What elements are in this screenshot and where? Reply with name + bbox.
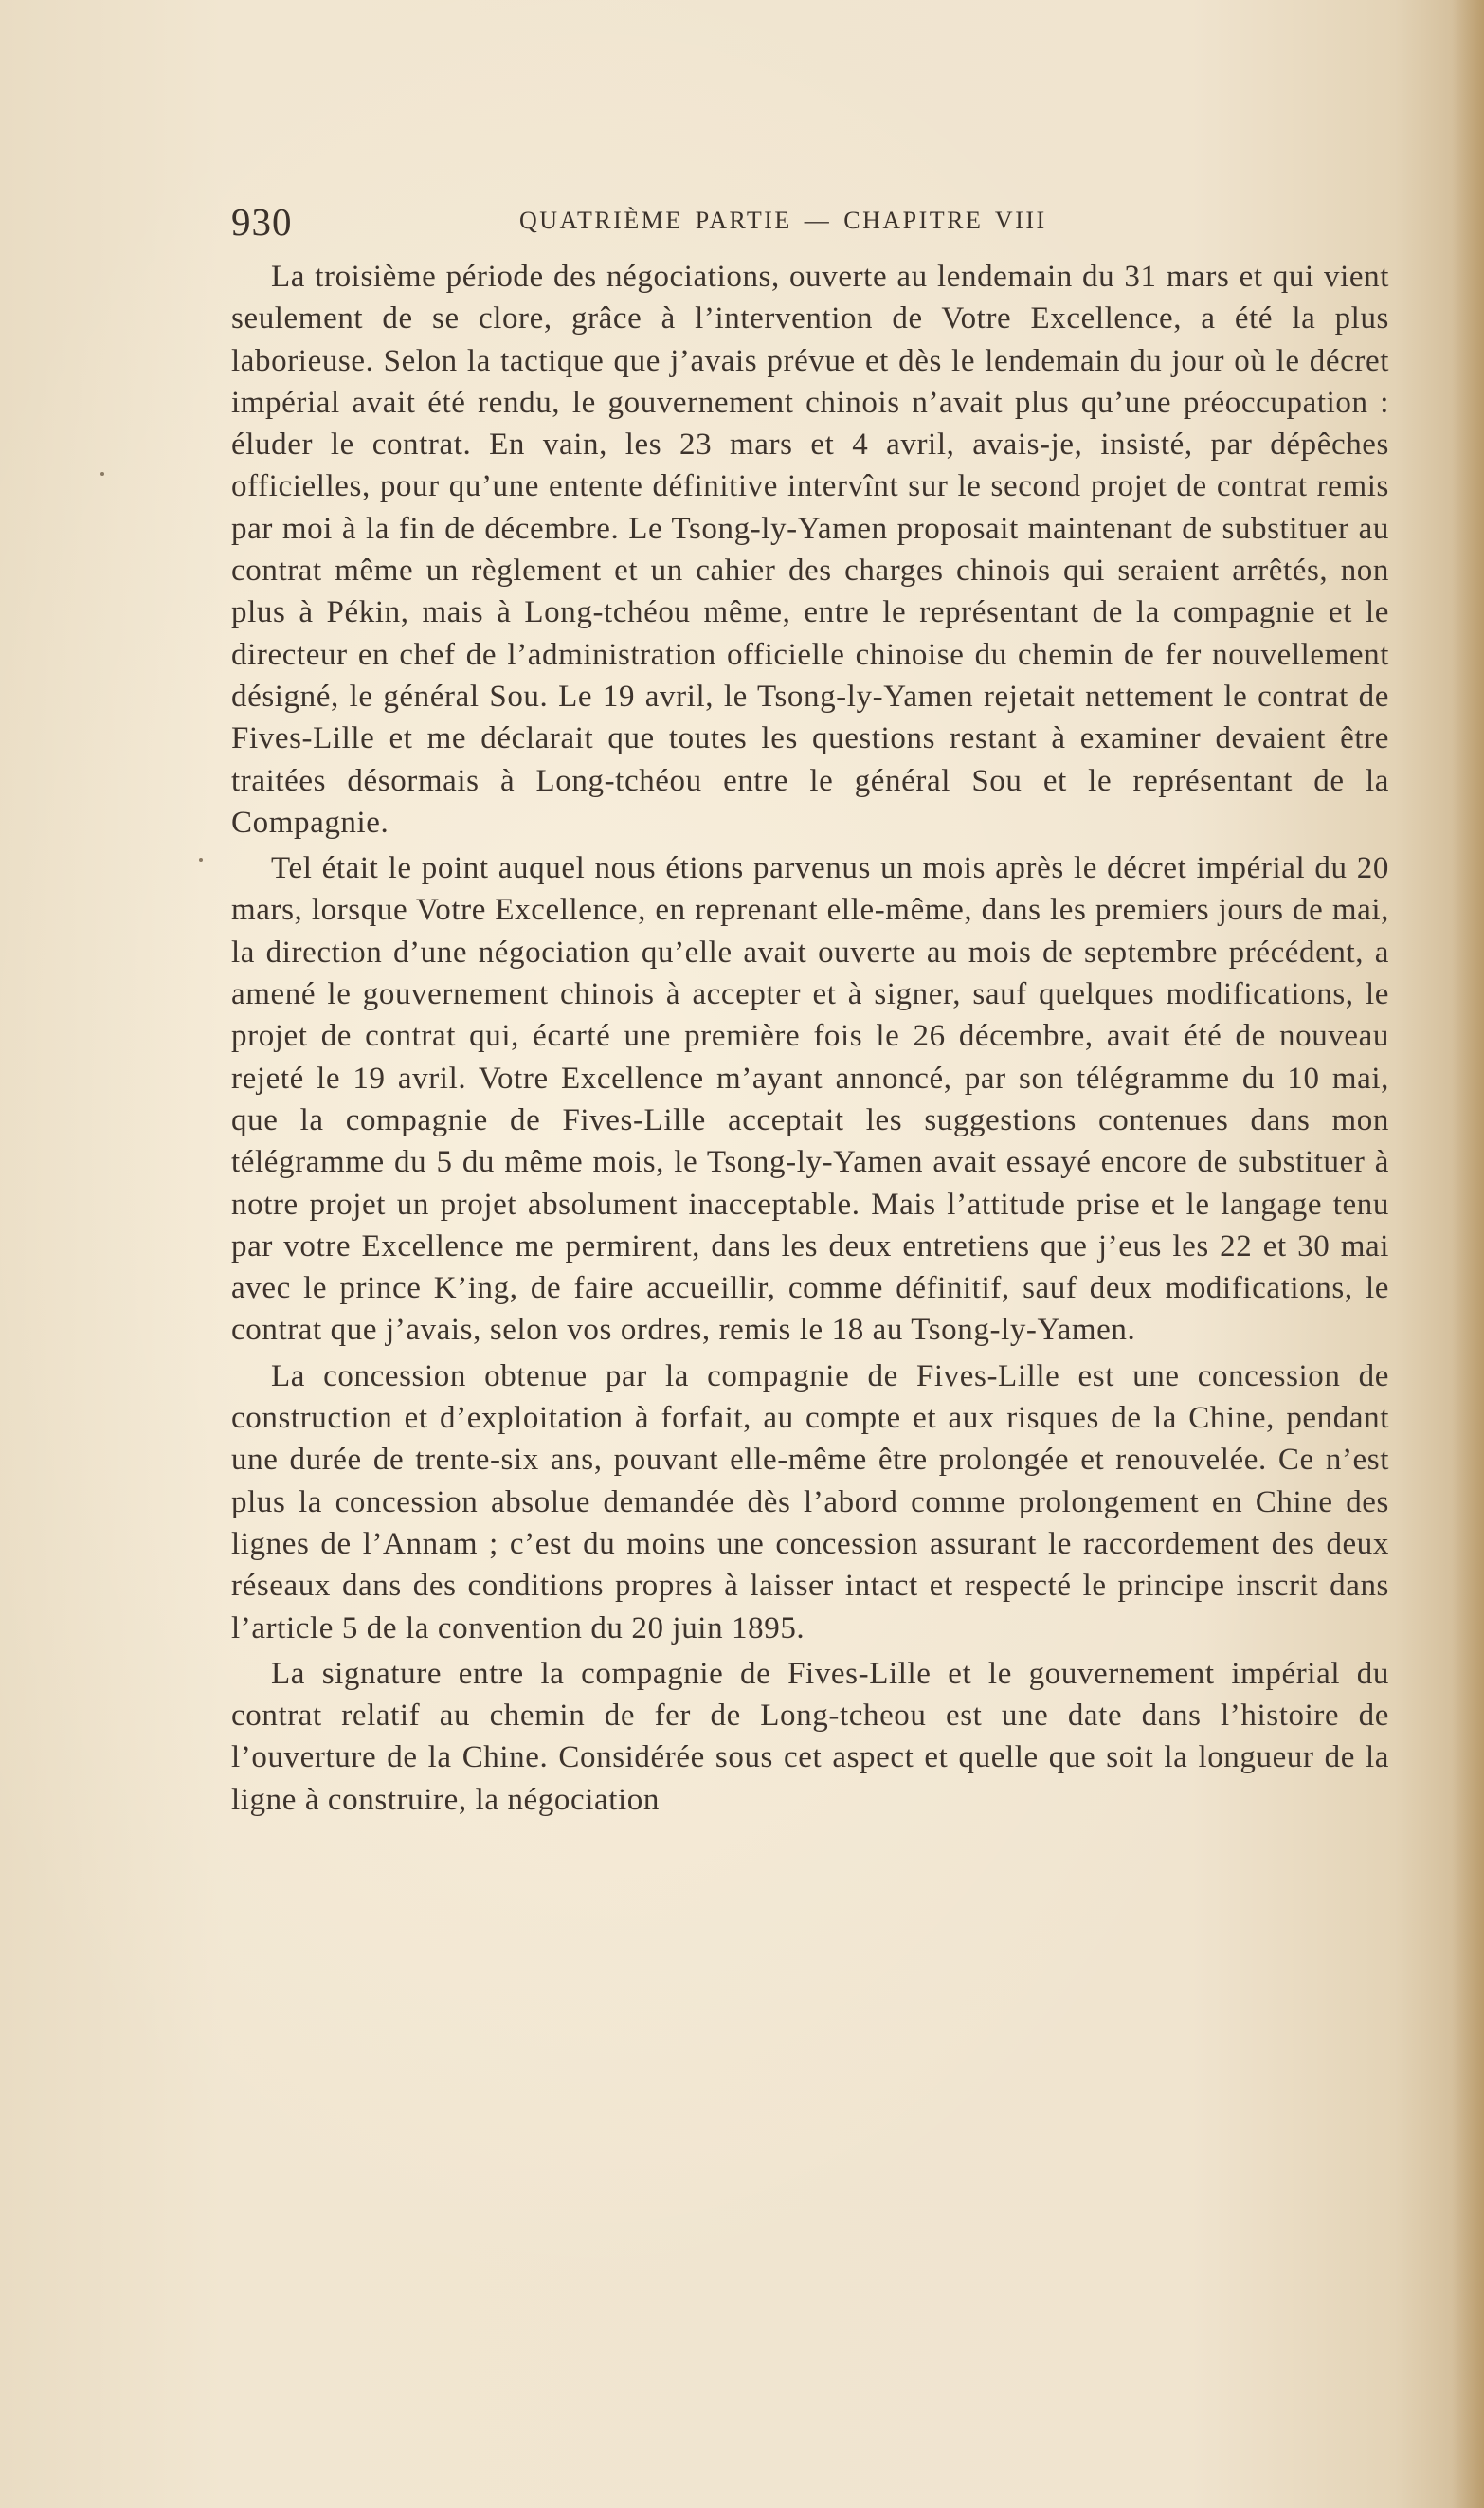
paper-speck bbox=[100, 472, 104, 476]
paragraph: La concession obtenue par la compagnie de Fives-Lille est une concession de construction et d’exploitation à forfait, au compte et aux risques de la Chine, pendant une durée de trente-six ans, pouvant elle-même être prolongée et renouvelée. Ce n’est plus la concession absolue demandée dès l’abord comme prolongement en Chine des lignes de l’Annam ; c’est du moins une concession assurant le raccordement des deux réseaux dans des conditions propres à laisser intact et respecté le principe inscrit dans l’article 5 de la convention du 20 juin 1895. bbox=[231, 1358, 1389, 1645]
paragraph: La signature entre la compagnie de Fives-Lille et le gouvernement impérial du contrat relatif au chemin de fer de Long-tcheou est une date dans l’histoire de l’ouverture de la Chine. Considérée sous cet aspect et quelle que soit la longueur de la ligne à construire, la négociation bbox=[231, 1656, 1389, 1817]
paper-speck bbox=[199, 858, 203, 862]
paragraph: La troisième période des négociations, ouverte au lendemain du 31 mars et qui vient seulement de se clore, grâce à l’intervention de Votre Excellence, a été la plus laborieuse. Selon la tactique que j’avais prévue et dès le lendemain du jour où le décret impérial avait été rendu, le gouvernement chinois n’avait plus qu’une préoccupation : éluder le contrat. En vain, les 23 mars et 4 avril, avais-je, insisté, par dépêches officielles, pour qu’une entente définitive intervînt sur le second projet de contrat remis par moi à la fin de décembre. Le Tsong-ly-Yamen proposait maintenant de substituer au contrat même un règlement et un cahier des charges chinois qui seraient arrêtés, non plus à Pékin, mais à Long-tchéou même, entre le représentant de la compagnie et le directeur en chef de l’administration officielle chinoise du chemin de fer nouvellement désigné, le général Sou. Le 19 avril, le Tsong-ly-Yamen rejetait nettement le contrat de Fives-Lille et me déclarait que toutes les questions restant à examiner devaient être traitées désormais à Long-tchéou entre le général Sou et le représentant de la Compagnie. bbox=[231, 260, 1389, 840]
page-header bbox=[231, 199, 1397, 246]
page-number: 930 bbox=[231, 200, 293, 244]
running-head: QUATRIÈME PARTIE — CHAPITRE VIII bbox=[519, 207, 1047, 234]
paragraph: Tel était le point auquel nous étions parvenus un mois après le décret impérial du 20 mars, lorsque Votre Excellence, en reprenant elle-même, dans les premiers jours de mai, la direction d’une négociation qu’elle avait ouverte au mois de septembre précédent, a amené le gouvernement chinois à accepter et à signer, sauf quelques modifications, le projet de contrat qui, écarté une première fois le 26 décembre, avait été de nouveau rejeté le 19 avril. Votre Excellence m’ayant annoncé, par son télégramme du 10 mai, que la compagnie de Fives-Lille acceptait les suggestions contenues dans mon télégramme du 5 du même mois, le Tsong-ly-Yamen avait essayé encore de substituer à notre projet un projet absolument inacceptable. Mais l’attitude prise et le langage tenu par votre Excellence me permirent, dans les deux entretiens que j’eus les 22 et 30 mai avec le prince K’ing, de faire accueillir, comme définitif, sauf deux modifications, le contrat que j’avais, selon vos ordres, remis le 18 au Tsong-ly-Yamen. bbox=[231, 851, 1389, 1348]
body-text bbox=[231, 256, 1389, 1821]
